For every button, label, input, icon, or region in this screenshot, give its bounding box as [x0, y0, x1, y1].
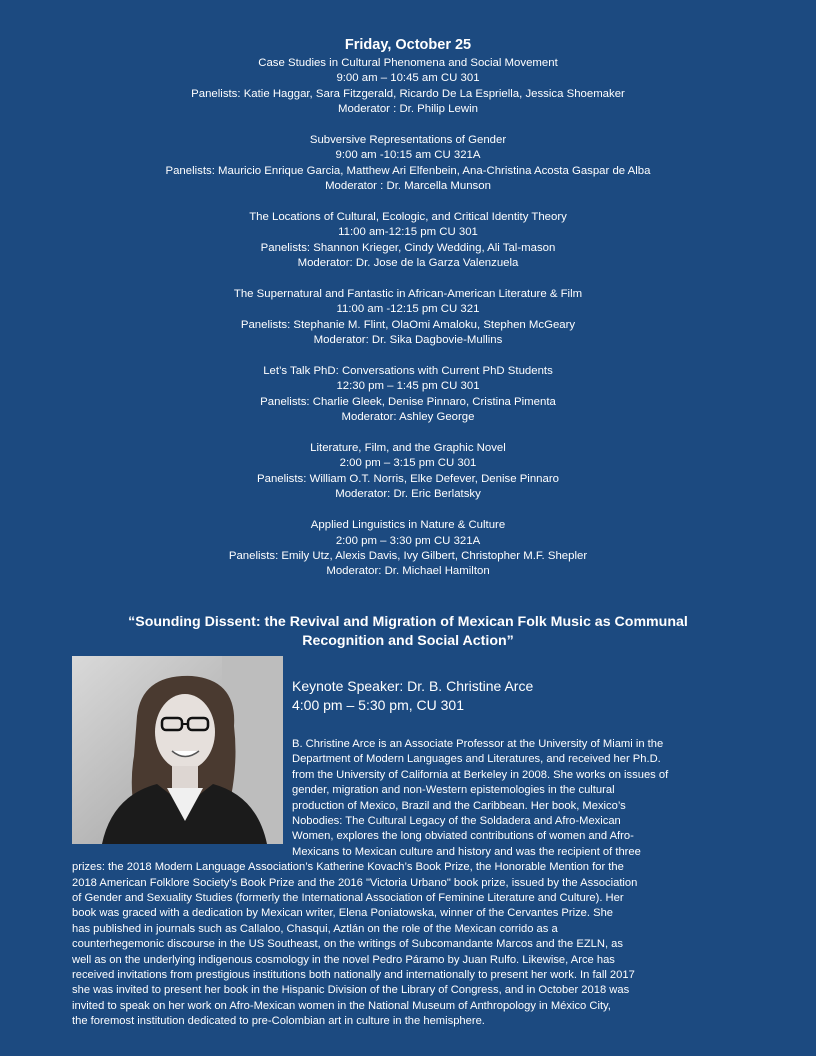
session-title: Subversive Representations of Gender [309, 134, 507, 147]
session-title: The Supernatural and Fantastic in African-American Literature & Film [233, 288, 583, 301]
bio-line: well as on the underlying indigenous cosmology in the novel Pedro Páramo by Juan Rulfo. Likewise, Arce has [72, 953, 615, 966]
session-panelists: Panelists: Katie Haggar, Sara Fitzgerald, Ricardo De La Espriella, Jessica Shoemaker [191, 87, 625, 100]
keynote-title [40, 613, 776, 651]
session [0, 287, 816, 349]
session-panelists: Panelists: Emily Utz, Alexis Davis, Ivy Gilbert, Christopher M.F. Shepler [228, 549, 588, 562]
bio-line: has published in journals such as Callaloo, Chasqui, Aztlán on the role of the Mexican corrido as a [72, 922, 558, 935]
session-title: The Locations of Cultural, Ecologic, and Critical Identity Theory [249, 211, 567, 224]
speaker-bio [0, 738, 816, 1038]
keynote-speaker: Keynote Speaker: Dr. B. Christine Arce [292, 678, 534, 694]
session-title: Applied Linguistics in Nature & Culture [310, 519, 506, 532]
session-time-room: 12:30 pm – 1:45 pm CU 301 [336, 380, 480, 393]
session-panelists: Panelists: Shannon Krieger, Cindy Wedding, Ali Tal-mason [260, 241, 556, 254]
session-title: Let’s Talk PhD: Conversations with Current PhD Students [263, 365, 553, 378]
session-title: Literature, Film, and the Graphic Novel [310, 442, 506, 455]
bio-line: prizes: the 2018 Modern Language Association’s Katherine Kovach’s Book Prize, the Honorable Mention for the [72, 861, 624, 874]
bio-line: Women, explores the long obviated contributions of women and Afro- [292, 830, 634, 843]
session [0, 518, 816, 580]
bio-line: Department of Modern Languages and Literatures, and received her Ph.D. [292, 753, 661, 766]
bio-line: Mexicans to Mexican culture and history and was the recipient of three [292, 845, 641, 858]
session-time-room: 11:00 am-12:15 pm CU 301 [338, 226, 478, 239]
bio-line: production of Mexico, Brazil and the Caribbean. Her book, Mexico’s [292, 799, 626, 812]
bio-line: Nobodies: The Cultural Legacy of the Soldadera and Afro-Mexican [292, 815, 621, 827]
bio-line: gender, migration and non-Western epistemologies in the cultural [292, 784, 615, 797]
session-panelists: Panelists: William O.T. Norris, Elke Defever, Denise Pinnaro [257, 472, 559, 485]
session-time-room: 2:00 pm – 3:15 pm CU 301 [339, 457, 477, 470]
day-title: Friday, October 25 [344, 37, 472, 53]
session-time-room: 9:00 am – 10:45 am CU 301 [336, 72, 480, 85]
session [0, 56, 816, 118]
bio-line: invited to speak on her work on Afro-Mexican women in the National Museum of Anthropology in México City, [72, 999, 611, 1012]
session-moderator: Moderator: Dr. Michael Hamilton [326, 565, 490, 578]
session-moderator: Moderator: Ashley George [341, 411, 475, 424]
session-moderator: Moderator : Dr. Philip Lewin [338, 103, 478, 116]
session-time-room: 9:00 am -10:15 am CU 321A [335, 149, 481, 162]
session-panelists: Panelists: Mauricio Enrique Garcia, Matthew Ari Elfenbein, Ana-Christina Acosta Gaspar de Alba [165, 164, 651, 177]
session-panelists: Panelists: Stephanie M. Flint, OlaOmi Amaloku, Stephen McGeary [240, 318, 576, 331]
session-moderator: Moderator: Dr. Eric Berlatsky [335, 488, 481, 501]
session [0, 133, 816, 195]
session [0, 441, 816, 503]
bio-line: counterhegemonic discourse in the US Southeast, on the writings of Subcomandante Marcos and the EZLN, as [72, 938, 623, 951]
session-moderator: Moderator: Dr. Sika Dagbovie-Mullins [313, 334, 503, 347]
session-moderator: Moderator: Dr. Jose de la Garza Valenzuela [297, 257, 519, 270]
bio-line: received invitations from prestigious institutions both nationally and internationally to present her work. In fall 2017 [72, 969, 635, 981]
bio-line: 2018 American Folklore Society’s Book Prize and the 2016 "Victoria Urbano" book prize, issued by the Association [72, 876, 638, 889]
bio-line: she was invited to present her book in the Hispanic Division of the Library of Congress, and in October 2018 was [72, 984, 630, 997]
bio-line: from the University of California at Berkeley in 2008. She works on issues of [292, 768, 669, 781]
keynote-title-line: “Sounding Dissent: the Revival and Migration of Mexican Folk Music as Communal [128, 614, 688, 630]
bio-line: B. Christine Arce is an Associate Professor at the University of Miami in the [292, 738, 664, 750]
keynote-time-room: 4:00 pm – 5:30 pm, CU 301 [292, 697, 464, 713]
keynote-speaker-info [292, 677, 533, 715]
session [0, 364, 816, 426]
session-title: Case Studies in Cultural Phenomena and Social Movement [258, 57, 558, 69]
session [0, 210, 816, 272]
session-time-room: 11:00 am -12:15 pm CU 321 [336, 303, 480, 316]
keynote-title-line: Recognition and Social Action” [302, 633, 514, 649]
session-panelists: Panelists: Charlie Gleek, Denise Pinnaro, Cristina Pimenta [260, 395, 556, 408]
bio-line: of Gender and Sexuality Studies (formerly the International Association of Feminine Literature and Culture). Her [72, 892, 624, 904]
session-list [0, 56, 816, 595]
bio-line: the foremost institution dedicated to pre-Colombian art in culture in the hemisphere. [72, 1015, 485, 1028]
bio-line: book was graced with a dedication by Mexican writer, Elena Poniatowska, winner of the Cervantes Prize. She [72, 907, 614, 920]
session-time-room: 2:00 pm – 3:30 pm CU 321A [335, 534, 481, 547]
session-moderator: Moderator : Dr. Marcella Munson [325, 180, 491, 193]
